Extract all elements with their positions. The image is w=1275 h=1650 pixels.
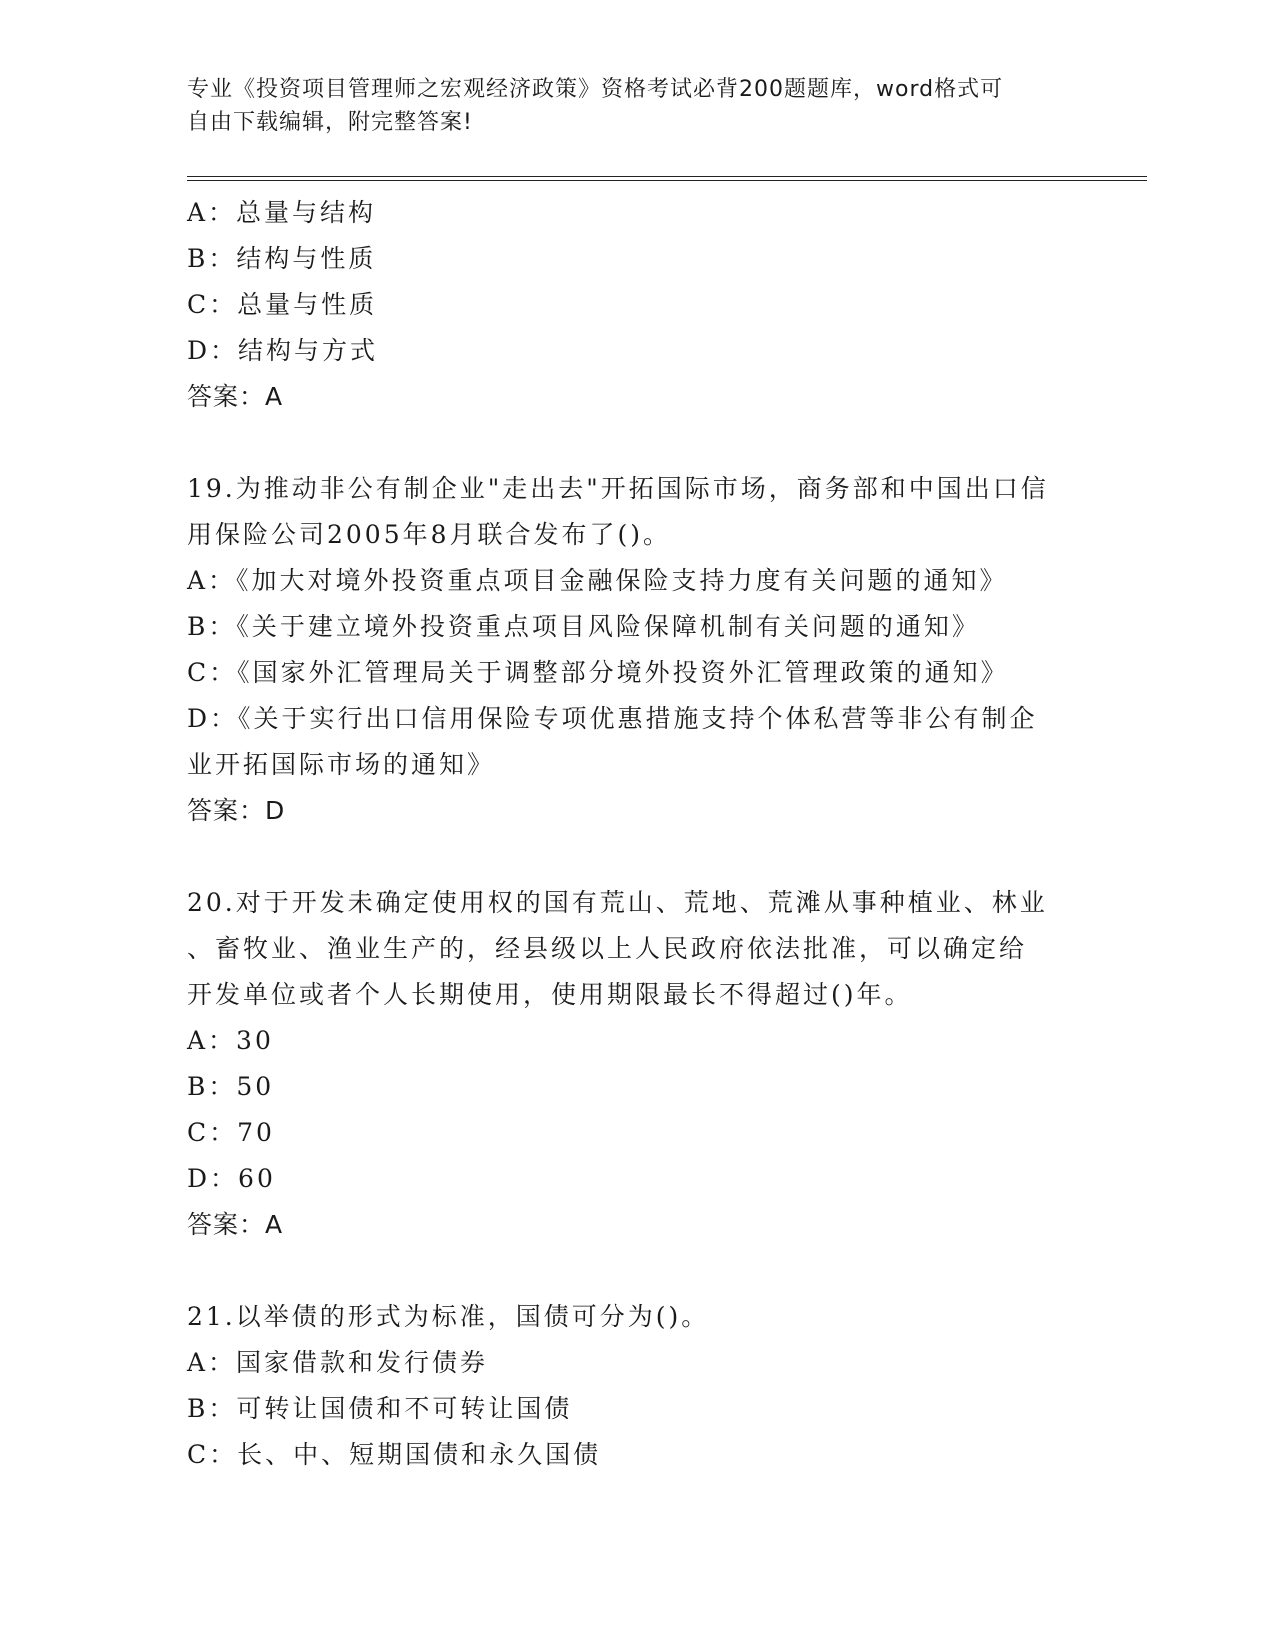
option-a: A：30	[187, 1026, 274, 1055]
header-line-2: 自由下载编辑，附完整答案!	[187, 110, 473, 135]
option-c: C：长、中、短期国债和永久国债	[187, 1440, 602, 1469]
option-a: A：总量与结构	[187, 198, 377, 227]
option-c: C：总量与性质	[187, 290, 378, 319]
option-b: B：《关于建立境外投资重点项目风险保障机制有关问题的通知》	[187, 612, 980, 641]
question-stem-line: 21.以举债的形式为标准，国债可分为()。	[187, 1302, 710, 1331]
header-double-rule	[187, 176, 1147, 181]
option-d-continued: 业开拓国际市场的通知》	[187, 750, 496, 779]
option-d: D：《关于实行出口信用保险专项优惠措施支持个体私营等非公有制企	[187, 704, 1038, 733]
answer-line: 答案：D	[187, 796, 286, 825]
answer-line: 答案：A	[187, 382, 284, 411]
option-a: A：国家借款和发行债券	[187, 1348, 489, 1377]
question-21	[187, 1294, 1087, 1478]
question-stem-line: 19.为推动非公有制企业"走出去"开拓国际市场，商务部和中国出口信	[187, 474, 1049, 503]
question-stem-line: 、畜牧业、渔业生产的，经县级以上人民政府依法批准，可以确定给	[187, 934, 1028, 963]
header-line-1: 专业《投资项目管理师之宏观经济政策》资格考试必背200题题库，word格式可	[187, 77, 1004, 102]
question-list	[187, 190, 1087, 1478]
question-stem-line: 用保险公司2005年8月联合发布了()。	[187, 520, 672, 549]
option-b: B：结构与性质	[187, 244, 377, 273]
answer-line: 答案：A	[187, 1210, 284, 1239]
option-d: D：结构与方式	[187, 336, 379, 365]
option-c: C：《国家外汇管理局关于调整部分境外投资外汇管理政策的通知》	[187, 658, 1009, 687]
option-b: B：50	[187, 1072, 275, 1101]
spacer	[187, 834, 1087, 880]
option-a: A：《加大对境外投资重点项目金融保险支持力度有关问题的通知》	[187, 566, 1008, 595]
question-18	[187, 190, 1087, 420]
option-c: C：70	[187, 1118, 275, 1147]
spacer	[187, 420, 1087, 466]
option-d: D：60	[187, 1164, 276, 1193]
spacer	[187, 1248, 1087, 1294]
option-b: B：可转让国债和不可转让国债	[187, 1394, 573, 1423]
document-header	[187, 73, 1087, 139]
question-stem-line: 开发单位或者个人长期使用，使用期限最长不得超过()年。	[187, 980, 913, 1009]
question-stem-line: 20.对于开发未确定使用权的国有荒山、荒地、荒滩从事种植业、林业	[187, 888, 1048, 917]
question-20	[187, 880, 1087, 1248]
question-19	[187, 466, 1087, 834]
